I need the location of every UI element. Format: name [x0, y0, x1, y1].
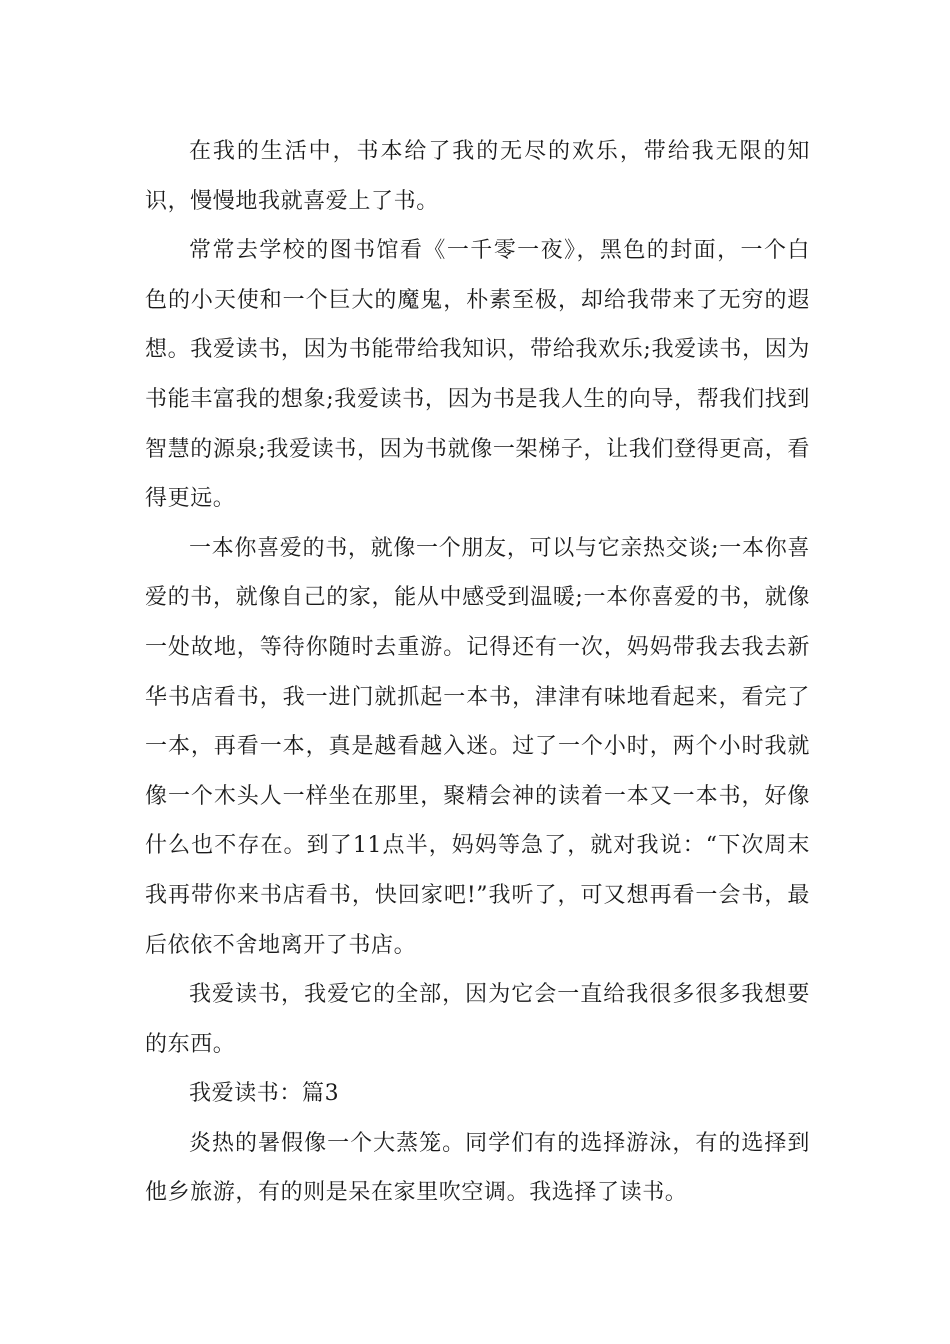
paragraph: 一本你喜爱的书，就像一个朋友，可以与它亲热交谈;一本你喜爱的书，就像自己的家，能从中感受到温暖;一本你喜爱的书，就像一处故地，等待你随时去重游。记得还有一次，妈妈带我去我去新华书店看书，我一进门就抓起一本书，津津有味地看起来，看完了一本，再看一本，真是越看越入迷。过了一个小时，两个小时我就像一个木头人一样坐在那里，聚精会神的读着一本又一本书，好像什么也不存在。到了11点半，妈妈等急了，就对我说：“下次周末我再带你来书店看书，快回家吧!”我听了，可又想再看一会书，最后依依不舍地离开了书店。 — [145, 535, 810, 958]
paragraph: 炎热的暑假像一个大蒸笼。同学们有的选择游泳，有的选择到他乡旅游，有的则是呆在家里吹空调。我选择了读书。 — [145, 1130, 810, 1206]
paragraph: 我爱读书，我爱它的全部，因为它会一直给我很多很多我想要的东西。 — [145, 982, 810, 1057]
paragraph: 常常去学校的图书馆看《一千零一夜》，黑色的封面，一个白色的小天使和一个巨大的魔鬼，朴素至极，却给我带来了无穷的遐想。我爱读书，因为书能带给我知识，带给我欢乐;我爱读书，因为书能丰富我的想象;我爱读书，因为书是我人生的向导，帮我们找到智慧的源泉;我爱读书，因为书就像一架梯子，让我们登得更高，看得更远。 — [145, 238, 810, 512]
document-body — [145, 127, 810, 1218]
section-heading: 我爱读书：篇3 — [189, 1081, 340, 1107]
paragraph: 在我的生活中，书本给了我的无尽的欢乐，带给我无限的知识，慢慢地我就喜爱上了书。 — [145, 139, 810, 214]
